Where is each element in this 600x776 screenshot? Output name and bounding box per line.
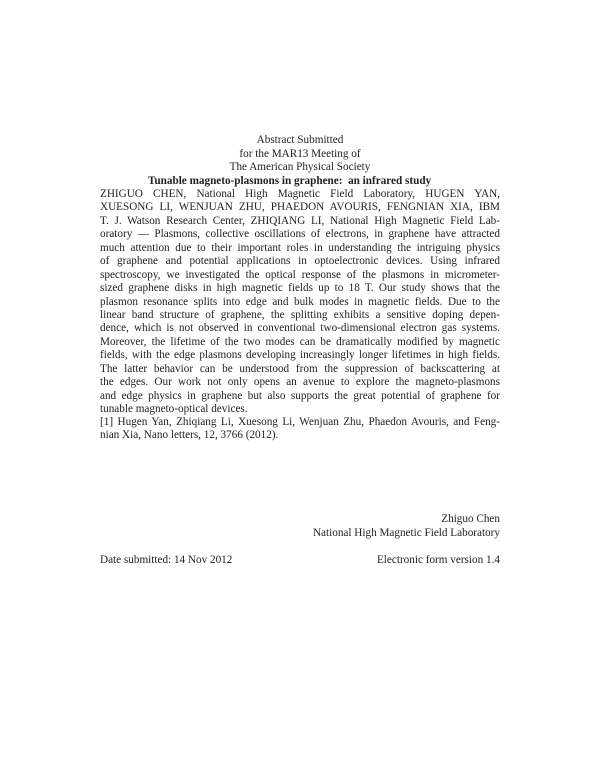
text-line: [1] Hugen Yan, Zhiqiang Li, Xuesong Li, Wenjuan Zhu, Phaedon Avouris, and Feng- (100, 416, 500, 428)
abstract-title: Tunable magneto-plasmons in graphene: an infrared study (148, 175, 432, 187)
text-line: sized graphene disks in high magnetic fields up to 18 T. Our study shows that the (100, 282, 500, 295)
text-line: linear band structure of graphene, the splitting exhibits a sensitive doping depen- (100, 308, 500, 321)
text-line: ZHIGUO CHEN, National High Magnetic Field Laboratory, HUGEN YAN, (100, 188, 500, 200)
text-line: spectroscopy, we investigated the optical response of the plasmons in micrometer- (100, 268, 500, 281)
text-line: and edge physics in graphene but also supports the great potential of graphene for (100, 389, 500, 402)
text-line: dence, which is not observed in conventional two-dimensional electron gas systems. (100, 322, 500, 335)
text-line: tunable magneto-optical devices. (100, 403, 248, 415)
text-line: much attention due to their important roles in understanding the intriguing physics (100, 241, 500, 254)
form-version: Electronic form version 1.4 (376, 554, 500, 566)
header-line: Abstract Submitted (256, 134, 344, 146)
signature (313, 512, 500, 540)
text-line: plasmon resonance splits into edge and bulk modes in magnetic fields. Due to the (100, 295, 500, 308)
text-line: T. J. Watson Research Center, ZHIQIANG LI, National High Magnetic Field Lab- (100, 214, 500, 227)
reference (100, 416, 500, 443)
signature-affiliation: National High Magnetic Field Laboratory (312, 527, 500, 539)
text-line: oratory — Plasmons, collective oscillations of electrons, in graphene have attracted (100, 228, 500, 241)
header-line: The American Physical Society (229, 161, 371, 174)
text-line: fields, with the edge plasmons developing increasingly longer lifetimes in high fields. (100, 349, 500, 362)
submission-header (0, 134, 600, 175)
date-submitted: Date submitted: 14 Nov 2012 (100, 554, 233, 566)
signature-name: Zhiguo Chen (441, 513, 500, 525)
text-line: XUESONG LI, WENJUAN ZHU, PHAEDON AVOURIS, FENGNIAN XIA, IBM (100, 201, 500, 214)
text-line: The latter behavior can be understood from the suppression of backscattering at (100, 362, 500, 375)
header-line: for the MAR13 Meeting of (239, 147, 361, 160)
text-line: nian Xia, Nano letters, 12, 3766 (2012). (100, 429, 279, 442)
text-line: Moreover, the lifetime of the two modes can be dramatically modified by magnetic (100, 335, 500, 348)
text-line: the edges. Our work not only opens an avenue to explore the magneto-plasmons (100, 376, 500, 389)
abstract-body (100, 188, 500, 416)
text-line: of graphene and potential applications in optoelectronic devices. Using infrared (100, 255, 500, 268)
